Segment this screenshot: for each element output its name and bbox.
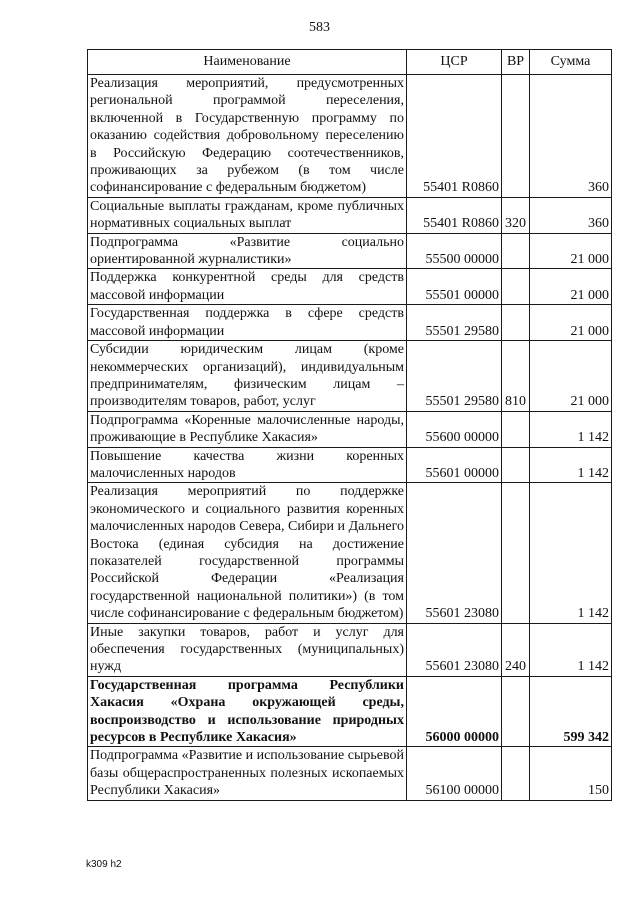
table-header-row	[88, 50, 612, 75]
row-sum-cell: 21 000	[530, 233, 612, 269]
row-csr-cell: 55501 00000	[407, 269, 502, 305]
row-sum-cell: 1 142	[530, 411, 612, 447]
row-sum-cell: 1 142	[530, 447, 612, 483]
row-name-cell: Подпрограмма «Развитие социально ориентированной журналистики»	[88, 233, 407, 269]
row-vr-cell	[502, 747, 530, 800]
row-vr-cell	[502, 483, 530, 623]
table-row	[88, 623, 612, 676]
table-row	[88, 197, 612, 233]
row-vr-cell	[502, 233, 530, 269]
row-vr-cell	[502, 305, 530, 341]
row-sum-cell: 599 342	[530, 676, 612, 747]
row-vr-cell	[502, 75, 530, 198]
header-csr: ЦСР	[407, 50, 502, 75]
row-name-cell: Реализация мероприятий, предусмотренных региональной программой переселения, включенной в Государственную программу по оказанию содействия добровольному переселению в Российскую Федерацию соотечественников, проживающих за рубежом (в том числе софинансирование с федеральным бюджетом)	[88, 75, 407, 198]
row-csr-cell: 56000 00000	[407, 676, 502, 747]
row-vr-cell: 240	[502, 623, 530, 676]
budget-table	[87, 49, 612, 801]
row-name-cell: Поддержка конкурентной среды для средств массовой информации	[88, 269, 407, 305]
row-sum-cell: 1 142	[530, 623, 612, 676]
table-row	[88, 676, 612, 747]
row-name-cell: Государственная программа Республики Хакасия «Охрана окружающей среды, воспроизводство и использование природных ресурсов в Республике Хакасия»	[88, 676, 407, 747]
table-row	[88, 747, 612, 800]
table-row	[88, 233, 612, 269]
row-vr-cell	[502, 447, 530, 483]
row-sum-cell: 360	[530, 75, 612, 198]
row-csr-cell: 55401 R0860	[407, 75, 502, 198]
row-sum-cell: 21 000	[530, 305, 612, 341]
row-vr-cell: 320	[502, 197, 530, 233]
table-row	[88, 75, 612, 198]
row-csr-cell: 55401 R0860	[407, 197, 502, 233]
table-row	[88, 483, 612, 623]
page-number: 583	[309, 20, 330, 35]
footer-code: k309 h2	[86, 859, 122, 870]
row-name-cell: Реализация мероприятий по поддержке экономического и социального развития коренных малочисленных народов Севера, Сибири и Дальнего Востока (единая субсидия на достижение показателей государственной программы Российской Федерации «Реализация государственной национальной политики») (в том числе софинансирование с федеральным бюджетом)	[88, 483, 407, 623]
row-sum-cell: 150	[530, 747, 612, 800]
row-name-cell: Повышение качества жизни коренных малочисленных народов	[88, 447, 407, 483]
row-csr-cell: 56100 00000	[407, 747, 502, 800]
row-sum-cell: 360	[530, 197, 612, 233]
header-vr: ВР	[502, 50, 530, 75]
row-csr-cell: 55501 29580	[407, 341, 502, 412]
table-row	[88, 341, 612, 412]
row-sum-cell: 21 000	[530, 341, 612, 412]
row-vr-cell: 810	[502, 341, 530, 412]
table-row	[88, 447, 612, 483]
table-row	[88, 269, 612, 305]
row-vr-cell	[502, 676, 530, 747]
row-csr-cell: 55601 23080	[407, 623, 502, 676]
row-name-cell: Иные закупки товаров, работ и услуг для обеспечения государственных (муниципальных) нужд	[88, 623, 407, 676]
row-csr-cell: 55501 29580	[407, 305, 502, 341]
row-sum-cell: 1 142	[530, 483, 612, 623]
row-csr-cell: 55500 00000	[407, 233, 502, 269]
header-sum: Сумма	[530, 50, 612, 75]
row-csr-cell: 55600 00000	[407, 411, 502, 447]
row-vr-cell	[502, 269, 530, 305]
row-csr-cell: 55601 23080	[407, 483, 502, 623]
row-csr-cell: 55601 00000	[407, 447, 502, 483]
row-sum-cell: 21 000	[530, 269, 612, 305]
table-row	[88, 305, 612, 341]
table-body	[88, 75, 612, 801]
row-name-cell: Государственная поддержка в сфере средств массовой информации	[88, 305, 407, 341]
row-name-cell: Социальные выплаты гражданам, кроме публичных нормативных социальных выплат	[88, 197, 407, 233]
row-vr-cell	[502, 411, 530, 447]
table-row	[88, 411, 612, 447]
row-name-cell: Подпрограмма «Развитие и использование сырьевой базы общераспространенных полезных ископаемых Республики Хакасия»	[88, 747, 407, 800]
header-name: Наименование	[88, 50, 407, 75]
row-name-cell: Субсидии юридическим лицам (кроме некоммерческих организаций), индивидуальным предпринимателям, физическим лицам – производителям товаров, работ, услуг	[88, 341, 407, 412]
row-name-cell: Подпрограмма «Коренные малочисленные народы, проживающие в Республике Хакасия»	[88, 411, 407, 447]
